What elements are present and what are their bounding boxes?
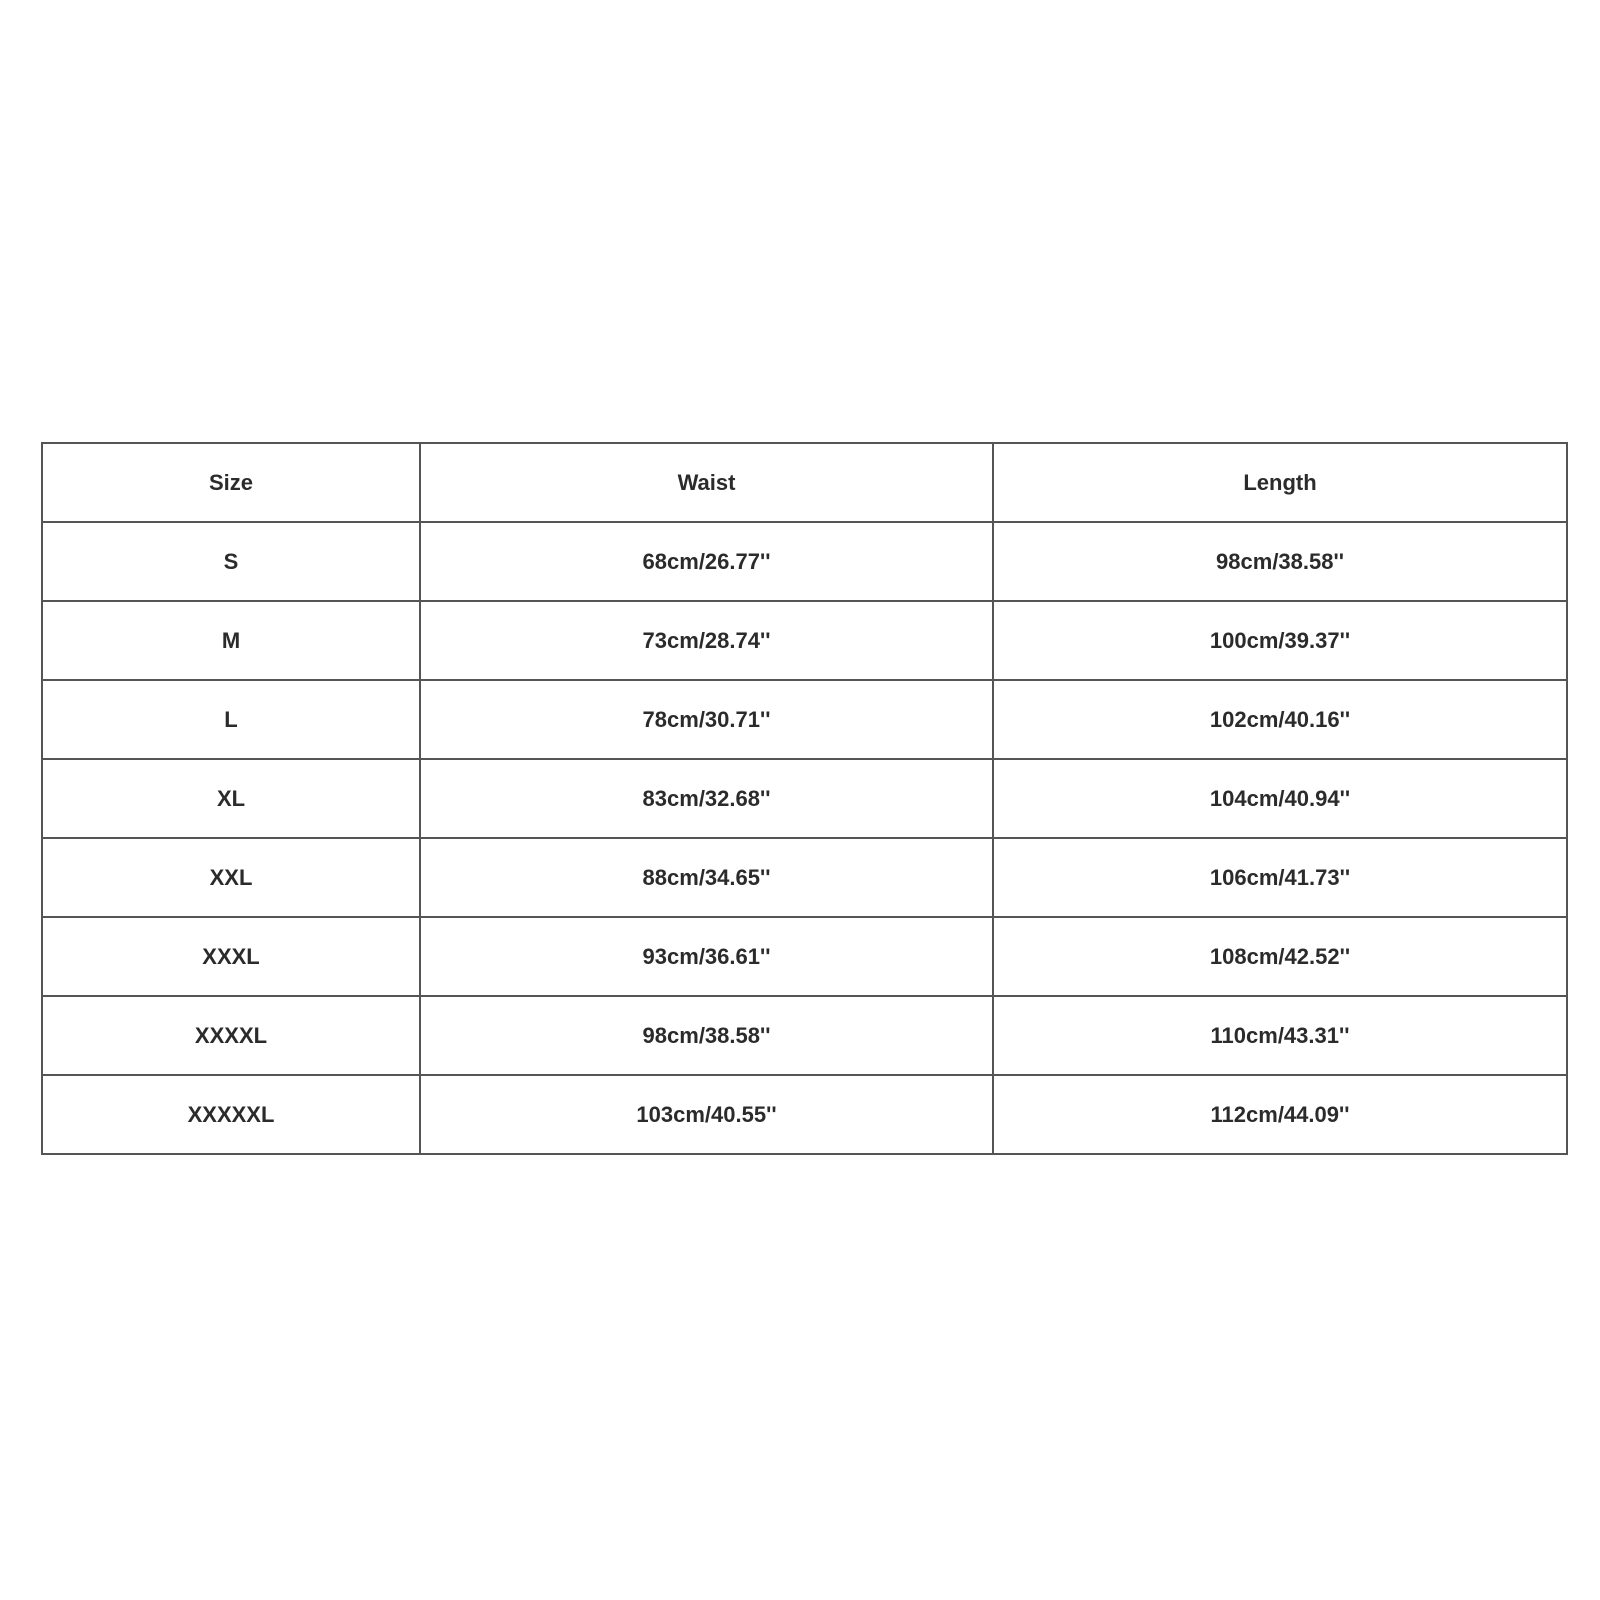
table-row (42, 522, 1567, 601)
table-row (42, 996, 1567, 1075)
cell-length: 110cm/43.31'' (993, 996, 1567, 1075)
cell-waist: 83cm/32.68'' (420, 759, 993, 838)
cell-size: XXXXXL (42, 1075, 420, 1154)
table-row (42, 917, 1567, 996)
cell-length: 100cm/39.37'' (993, 601, 1567, 680)
cell-size: XXL (42, 838, 420, 917)
cell-waist: 93cm/36.61'' (420, 917, 993, 996)
cell-length: 108cm/42.52'' (993, 917, 1567, 996)
cell-size: L (42, 680, 420, 759)
cell-waist: 103cm/40.55'' (420, 1075, 993, 1154)
cell-waist: 88cm/34.65'' (420, 838, 993, 917)
cell-size: M (42, 601, 420, 680)
table-body (42, 522, 1567, 1154)
cell-length: 102cm/40.16'' (993, 680, 1567, 759)
header-waist: Waist (420, 443, 993, 522)
table-row (42, 838, 1567, 917)
cell-size: XXXL (42, 917, 420, 996)
cell-length: 98cm/38.58'' (993, 522, 1567, 601)
table-row (42, 680, 1567, 759)
table-header (42, 443, 1567, 522)
cell-size: S (42, 522, 420, 601)
header-size: Size (42, 443, 420, 522)
cell-waist: 78cm/30.71'' (420, 680, 993, 759)
cell-waist: 68cm/26.77'' (420, 522, 993, 601)
cell-length: 112cm/44.09'' (993, 1075, 1567, 1154)
cell-length: 106cm/41.73'' (993, 838, 1567, 917)
table-row (42, 1075, 1567, 1154)
header-row (42, 443, 1567, 522)
cell-size: XL (42, 759, 420, 838)
table-row (42, 759, 1567, 838)
cell-waist: 73cm/28.74'' (420, 601, 993, 680)
cell-size: XXXXL (42, 996, 420, 1075)
cell-waist: 98cm/38.58'' (420, 996, 993, 1075)
cell-length: 104cm/40.94'' (993, 759, 1567, 838)
header-length: Length (993, 443, 1567, 522)
table-row (42, 601, 1567, 680)
size-chart-table (41, 442, 1568, 1155)
